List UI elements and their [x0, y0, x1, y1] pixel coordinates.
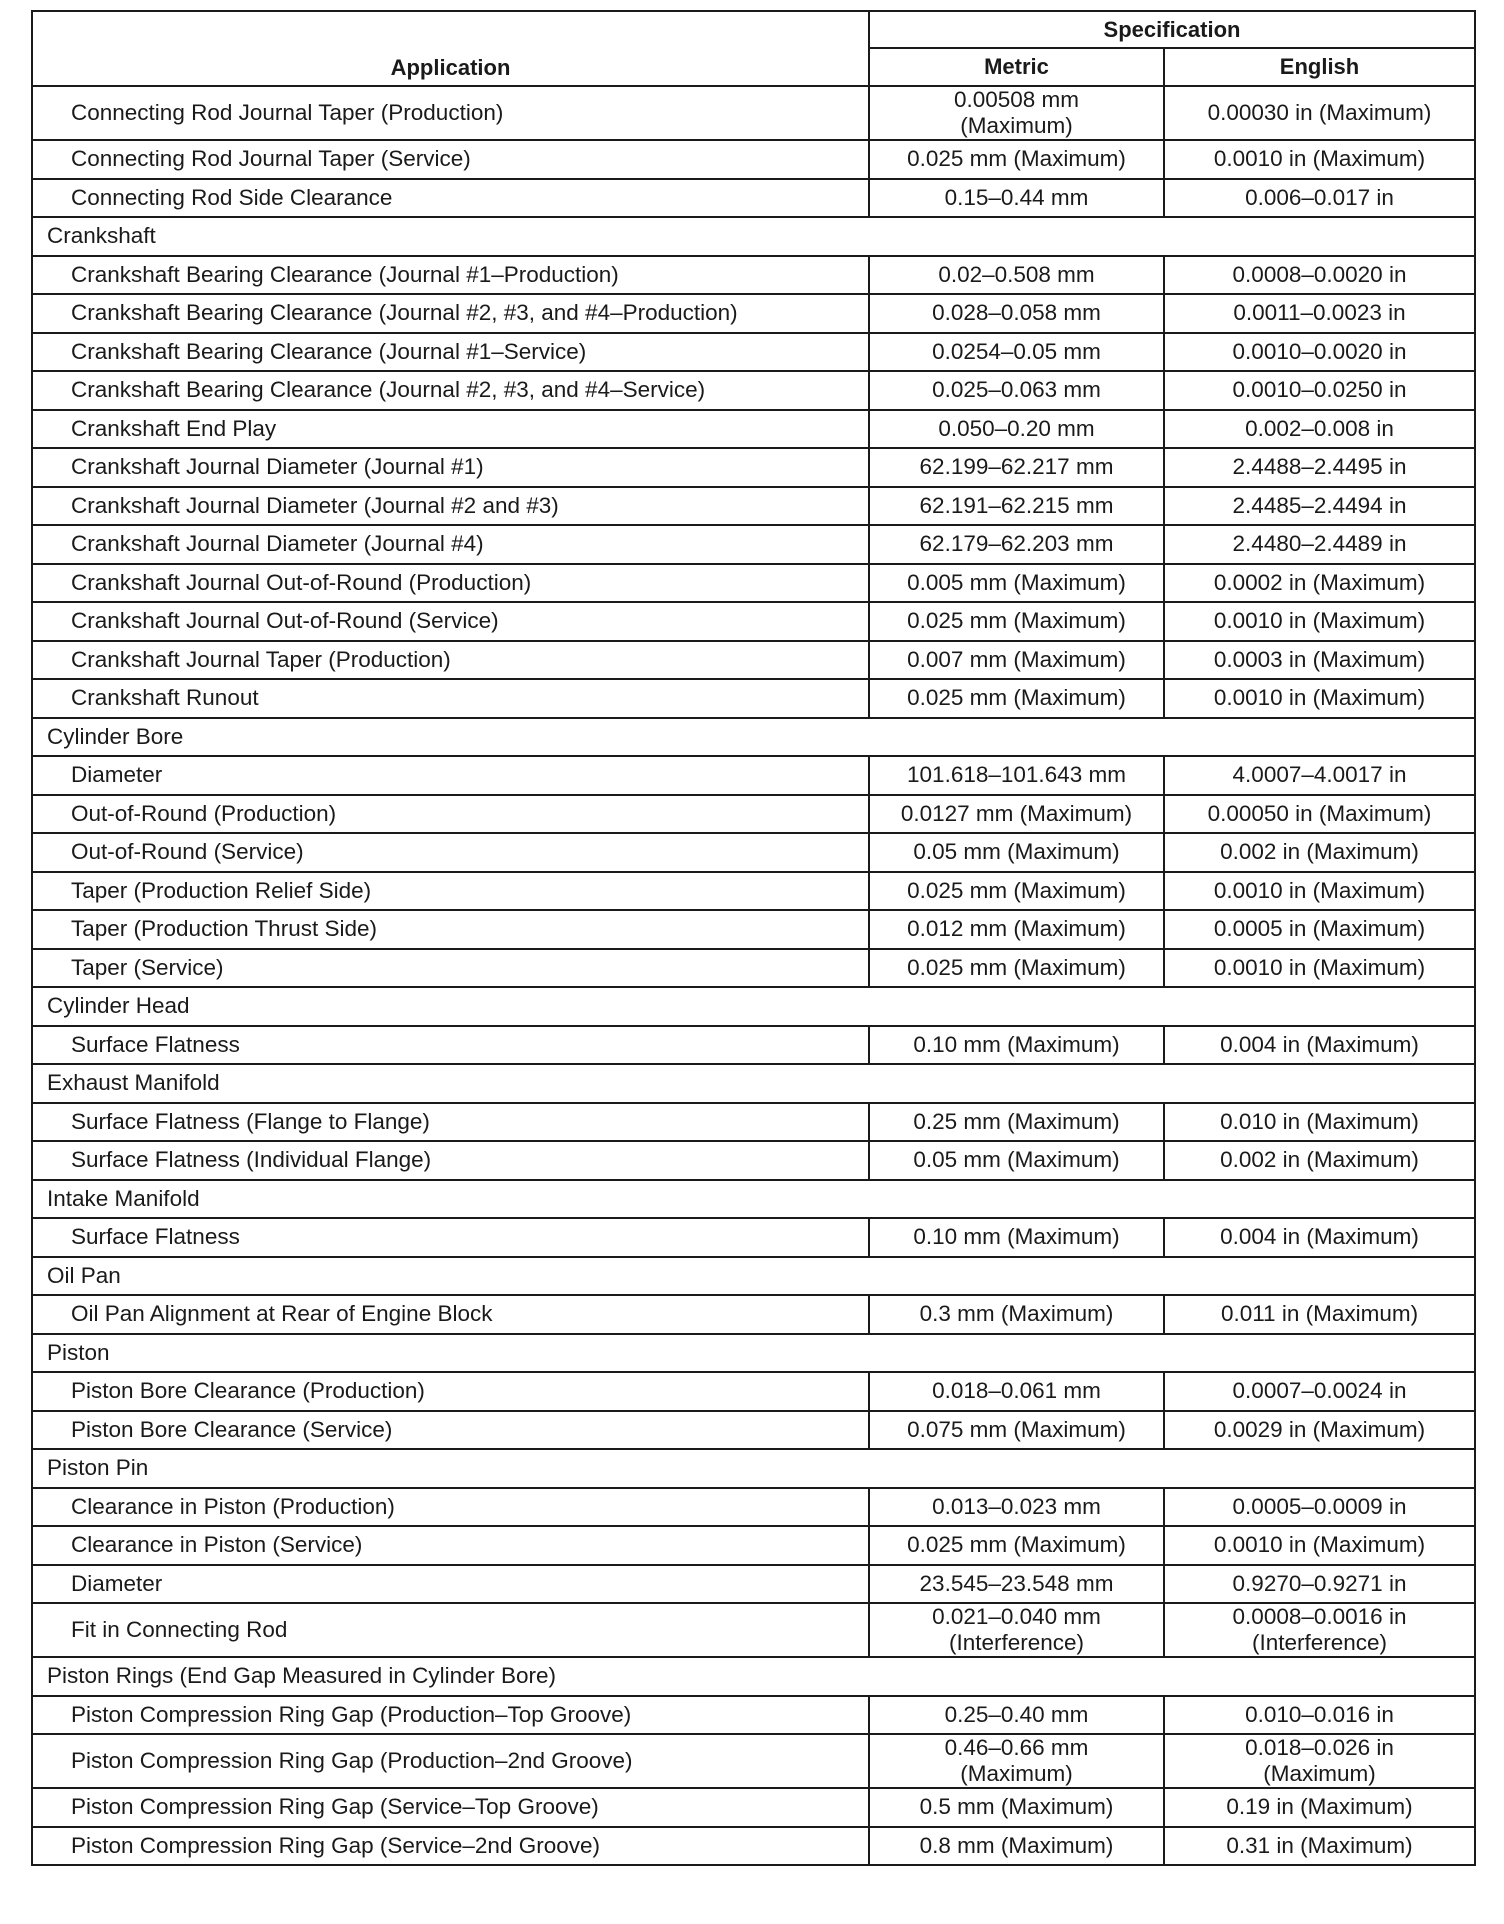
english-cell [1164, 1827, 1475, 1866]
table-row [32, 641, 1475, 680]
section-title: Crankshaft [32, 217, 1475, 256]
english-cell [1164, 333, 1475, 372]
application-cell: Crankshaft Journal Diameter (Journal #1) [32, 448, 869, 487]
table-row [32, 1827, 1475, 1866]
metric-cell [869, 1372, 1164, 1411]
section-row [32, 1064, 1475, 1103]
table-row [32, 1696, 1475, 1735]
metric-cell [869, 410, 1164, 449]
table-row [32, 1218, 1475, 1257]
table-row [32, 1026, 1475, 1065]
application-cell: Crankshaft Journal Out-of-Round (Service) [32, 602, 869, 641]
application-cell: Crankshaft Journal Out-of-Round (Production) [32, 564, 869, 603]
english-value-line: 0.19 in (Maximum) [1226, 1794, 1413, 1820]
metric-value-line: 62.199–62.217 mm [919, 454, 1114, 480]
header-row-top [32, 11, 1475, 48]
table-row [32, 1526, 1475, 1565]
application-cell: Crankshaft Runout [32, 679, 869, 718]
metric-value-line: 0.0127 mm (Maximum) [900, 800, 1133, 826]
metric-cell [869, 833, 1164, 872]
english-value-line: 0.31 in (Maximum) [1226, 1832, 1413, 1858]
english-cell [1164, 86, 1475, 140]
metric-value-line: 0.05 mm (Maximum) [913, 839, 1120, 865]
table-row [32, 795, 1475, 834]
metric-value-line: (Maximum) [960, 1761, 1073, 1786]
english-value-line: 2.4485–2.4494 in [1232, 492, 1407, 518]
english-value-line: 0.010–0.016 in [1245, 1701, 1394, 1727]
english-cell [1164, 872, 1475, 911]
application-cell: Piston Compression Ring Gap (Service–Top Groove) [32, 1788, 869, 1827]
english-cell [1164, 256, 1475, 295]
section-title: Cylinder Head [32, 987, 1475, 1026]
application-header: Application [32, 11, 869, 86]
table-row [32, 86, 1475, 140]
metric-cell [869, 487, 1164, 526]
metric-cell [869, 1603, 1164, 1657]
section-row [32, 1657, 1475, 1696]
application-cell: Connecting Rod Side Clearance [32, 179, 869, 218]
table-row [32, 910, 1475, 949]
table-row [32, 410, 1475, 449]
table-row [32, 1295, 1475, 1334]
english-value-line: 0.0005 in (Maximum) [1213, 916, 1426, 942]
english-header: English [1164, 48, 1475, 86]
english-value-line: 0.0002 in (Maximum) [1213, 569, 1426, 595]
english-cell [1164, 140, 1475, 179]
metric-value-line: 0.025 mm (Maximum) [907, 1532, 1126, 1558]
table-row [32, 525, 1475, 564]
metric-value-line: 62.191–62.215 mm [919, 492, 1114, 518]
english-cell [1164, 1372, 1475, 1411]
metric-value-line: 0.3 mm (Maximum) [919, 1301, 1114, 1327]
table-row [32, 564, 1475, 603]
section-row [32, 1257, 1475, 1296]
metric-value-line: 23.545–23.548 mm [919, 1570, 1114, 1596]
english-value-line: 0.002 in (Maximum) [1220, 839, 1419, 865]
english-cell [1164, 1488, 1475, 1527]
metric-cell [869, 333, 1164, 372]
metric-value-line: 0.025 mm (Maximum) [907, 954, 1126, 980]
english-cell [1164, 448, 1475, 487]
metric-cell [869, 602, 1164, 641]
application-cell: Piston Compression Ring Gap (Service–2nd Groove) [32, 1827, 869, 1866]
english-value-line: 0.0010–0.0250 in [1232, 377, 1407, 403]
metric-cell [869, 294, 1164, 333]
metric-cell [869, 1696, 1164, 1735]
application-cell: Diameter [32, 756, 869, 795]
application-cell: Taper (Production Thrust Side) [32, 910, 869, 949]
table-row [32, 448, 1475, 487]
application-cell: Taper (Production Relief Side) [32, 872, 869, 911]
application-cell: Crankshaft Journal Diameter (Journal #2 and #3) [32, 487, 869, 526]
section-title: Piston Rings (End Gap Measured in Cylinder Bore) [32, 1657, 1475, 1696]
english-cell [1164, 910, 1475, 949]
table-row [32, 333, 1475, 372]
metric-header: Metric [869, 48, 1164, 86]
table-row [32, 1372, 1475, 1411]
metric-cell [869, 564, 1164, 603]
english-value-line: 0.0010 in (Maximum) [1213, 685, 1426, 711]
application-cell: Clearance in Piston (Service) [32, 1526, 869, 1565]
metric-cell [869, 448, 1164, 487]
english-value-line: 0.0010 in (Maximum) [1213, 877, 1426, 903]
application-cell: Taper (Service) [32, 949, 869, 988]
metric-cell [869, 525, 1164, 564]
english-value-line: (Interference) [1251, 1630, 1388, 1655]
metric-cell [869, 1103, 1164, 1142]
metric-cell [869, 1141, 1164, 1180]
application-cell: Diameter [32, 1565, 869, 1604]
application-cell: Out-of-Round (Service) [32, 833, 869, 872]
section-row [32, 1334, 1475, 1373]
table-row [32, 294, 1475, 333]
english-cell [1164, 602, 1475, 641]
metric-value-line: (Maximum) [960, 113, 1073, 138]
english-cell [1164, 525, 1475, 564]
english-value-line: 0.006–0.017 in [1245, 184, 1394, 210]
metric-cell [869, 872, 1164, 911]
english-cell [1164, 1026, 1475, 1065]
metric-value-line: 0.10 mm (Maximum) [913, 1031, 1120, 1057]
metric-cell [869, 1788, 1164, 1827]
english-value-line: 0.0010–0.0020 in [1232, 338, 1407, 364]
english-value-line: 0.002–0.008 in [1245, 415, 1394, 441]
metric-value-line: 0.025 mm (Maximum) [907, 877, 1126, 903]
english-value-line: (Maximum) [1263, 1761, 1376, 1786]
application-cell: Surface Flatness [32, 1026, 869, 1065]
metric-value-line: 0.5 mm (Maximum) [919, 1794, 1114, 1820]
metric-cell [869, 1411, 1164, 1450]
english-value-line: 0.9270–0.9271 in [1232, 1570, 1407, 1596]
specification-header: Specification [869, 11, 1475, 48]
english-value-line: 0.0029 in (Maximum) [1213, 1416, 1426, 1442]
application-cell: Piston Bore Clearance (Production) [32, 1372, 869, 1411]
table-row [32, 679, 1475, 718]
english-value-line: 2.4480–2.4489 in [1232, 531, 1407, 557]
application-cell: Crankshaft Bearing Clearance (Journal #2, #3, and #4–Service) [32, 371, 869, 410]
application-cell: Connecting Rod Journal Taper (Service) [32, 140, 869, 179]
metric-value-line: 0.025 mm (Maximum) [907, 146, 1126, 172]
english-value-line: 0.0003 in (Maximum) [1213, 646, 1426, 672]
table-row [32, 256, 1475, 295]
metric-value-line: 0.0254–0.05 mm [932, 338, 1101, 364]
english-cell [1164, 1411, 1475, 1450]
application-cell: Oil Pan Alignment at Rear of Engine Block [32, 1295, 869, 1334]
metric-value-line: 0.028–0.058 mm [932, 300, 1101, 326]
metric-cell [869, 679, 1164, 718]
section-title: Cylinder Bore [32, 718, 1475, 757]
metric-cell [869, 1488, 1164, 1527]
english-value-line: 0.011 in (Maximum) [1220, 1301, 1419, 1327]
table-row [32, 1488, 1475, 1527]
metric-value-line: 0.021–0.040 mm [932, 1604, 1101, 1629]
metric-value-line: 0.012 mm (Maximum) [907, 916, 1126, 942]
application-cell: Crankshaft Bearing Clearance (Journal #1–Production) [32, 256, 869, 295]
application-cell: Piston Bore Clearance (Service) [32, 1411, 869, 1450]
english-cell [1164, 1788, 1475, 1827]
specification-table [31, 10, 1476, 1866]
english-cell [1164, 1603, 1475, 1657]
english-value-line: 0.0010 in (Maximum) [1213, 1532, 1426, 1558]
metric-cell [869, 1565, 1164, 1604]
metric-cell [869, 179, 1164, 218]
section-row [32, 718, 1475, 757]
english-value-line: 0.00050 in (Maximum) [1207, 800, 1432, 826]
english-value-line: 0.0005–0.0009 in [1232, 1493, 1407, 1519]
application-cell: Piston Compression Ring Gap (Production–Top Groove) [32, 1696, 869, 1735]
application-cell: Crankshaft Journal Taper (Production) [32, 641, 869, 680]
section-row [32, 1449, 1475, 1488]
metric-value-line: 0.15–0.44 mm [944, 184, 1089, 210]
metric-cell [869, 86, 1164, 140]
section-title: Oil Pan [32, 1257, 1475, 1296]
metric-cell [869, 949, 1164, 988]
metric-value-line: 0.025–0.063 mm [932, 377, 1101, 403]
table-row [32, 756, 1475, 795]
metric-value-line: 0.018–0.061 mm [932, 1378, 1101, 1404]
table-row [32, 1788, 1475, 1827]
table-row [32, 371, 1475, 410]
english-cell [1164, 1696, 1475, 1735]
table-row [32, 140, 1475, 179]
english-cell [1164, 1103, 1475, 1142]
section-title: Piston [32, 1334, 1475, 1373]
table-row [32, 1734, 1475, 1788]
table-row [32, 1565, 1475, 1604]
metric-cell [869, 1026, 1164, 1065]
english-value-line: 0.004 in (Maximum) [1220, 1224, 1419, 1250]
application-cell: Crankshaft Bearing Clearance (Journal #2, #3, and #4–Production) [32, 294, 869, 333]
section-row [32, 1180, 1475, 1219]
english-value-line: 0.00030 in (Maximum) [1207, 100, 1432, 125]
english-value-line: 0.004 in (Maximum) [1220, 1031, 1419, 1057]
metric-value-line: 0.25–0.40 mm [944, 1701, 1089, 1727]
english-cell [1164, 1526, 1475, 1565]
metric-cell [869, 1827, 1164, 1866]
application-cell: Connecting Rod Journal Taper (Production) [32, 86, 869, 140]
english-cell [1164, 833, 1475, 872]
english-cell [1164, 487, 1475, 526]
english-value-line: 0.018–0.026 in [1245, 1735, 1394, 1760]
english-cell [1164, 1141, 1475, 1180]
metric-value-line: (Interference) [948, 1630, 1085, 1655]
metric-value-line: 0.8 mm (Maximum) [919, 1832, 1114, 1858]
section-row [32, 217, 1475, 256]
section-title: Piston Pin [32, 1449, 1475, 1488]
english-cell [1164, 1734, 1475, 1788]
english-cell [1164, 564, 1475, 603]
table-row [32, 833, 1475, 872]
application-cell: Piston Compression Ring Gap (Production–2nd Groove) [32, 1734, 869, 1788]
english-cell [1164, 679, 1475, 718]
metric-cell [869, 795, 1164, 834]
metric-value-line: 0.46–0.66 mm [944, 1735, 1089, 1760]
table-row [32, 602, 1475, 641]
metric-cell [869, 1295, 1164, 1334]
metric-cell [869, 1218, 1164, 1257]
section-title: Intake Manifold [32, 1180, 1475, 1219]
application-cell: Surface Flatness (Flange to Flange) [32, 1103, 869, 1142]
english-value-line: 0.002 in (Maximum) [1220, 1147, 1419, 1173]
table-body [32, 86, 1475, 1865]
english-value-line: 0.0010 in (Maximum) [1213, 608, 1426, 634]
application-cell: Surface Flatness [32, 1218, 869, 1257]
english-cell [1164, 179, 1475, 218]
application-cell: Fit in Connecting Rod [32, 1603, 869, 1657]
metric-value-line: 0.05 mm (Maximum) [913, 1147, 1120, 1173]
application-cell: Crankshaft End Play [32, 410, 869, 449]
metric-value-line: 0.025 mm (Maximum) [907, 608, 1126, 634]
metric-cell [869, 1734, 1164, 1788]
english-cell [1164, 641, 1475, 680]
application-cell: Clearance in Piston (Production) [32, 1488, 869, 1527]
section-row [32, 987, 1475, 1026]
english-value-line: 4.0007–4.0017 in [1232, 762, 1407, 788]
english-cell [1164, 1218, 1475, 1257]
metric-cell [869, 641, 1164, 680]
english-cell [1164, 294, 1475, 333]
metric-value-line: 0.10 mm (Maximum) [913, 1224, 1120, 1250]
english-value-line: 0.0008–0.0020 in [1232, 261, 1407, 287]
metric-value-line: 0.075 mm (Maximum) [907, 1416, 1126, 1442]
metric-cell [869, 910, 1164, 949]
metric-value-line: 0.02–0.508 mm [938, 261, 1095, 287]
table-row [32, 179, 1475, 218]
english-value-line: 0.0011–0.0023 in [1233, 300, 1406, 326]
application-cell: Surface Flatness (Individual Flange) [32, 1141, 869, 1180]
metric-cell [869, 140, 1164, 179]
english-cell [1164, 795, 1475, 834]
metric-value-line: 0.050–0.20 mm [938, 415, 1095, 441]
metric-value-line: 62.179–62.203 mm [919, 531, 1114, 557]
english-cell [1164, 371, 1475, 410]
metric-value-line: 0.013–0.023 mm [932, 1493, 1101, 1519]
table-row [32, 872, 1475, 911]
english-value-line: 0.010 in (Maximum) [1220, 1108, 1419, 1134]
application-cell: Crankshaft Journal Diameter (Journal #4) [32, 525, 869, 564]
english-value-line: 0.0010 in (Maximum) [1213, 954, 1426, 980]
english-cell [1164, 756, 1475, 795]
metric-cell [869, 256, 1164, 295]
table-row [32, 1103, 1475, 1142]
application-cell: Crankshaft Bearing Clearance (Journal #1–Service) [32, 333, 869, 372]
english-value-line: 0.0008–0.0016 in [1232, 1604, 1407, 1629]
table-row [32, 1603, 1475, 1657]
english-cell [1164, 1565, 1475, 1604]
metric-value-line: 0.00508 mm [953, 87, 1080, 112]
table-row [32, 1141, 1475, 1180]
metric-cell [869, 371, 1164, 410]
english-cell [1164, 1295, 1475, 1334]
metric-cell [869, 756, 1164, 795]
metric-value-line: 0.25 mm (Maximum) [913, 1108, 1120, 1134]
metric-cell [869, 1526, 1164, 1565]
application-cell: Out-of-Round (Production) [32, 795, 869, 834]
english-cell [1164, 949, 1475, 988]
table-row [32, 487, 1475, 526]
table-row [32, 949, 1475, 988]
metric-value-line: 0.025 mm (Maximum) [907, 685, 1126, 711]
english-cell [1164, 410, 1475, 449]
english-value-line: 0.0010 in (Maximum) [1213, 146, 1426, 172]
section-title: Exhaust Manifold [32, 1064, 1475, 1103]
table-row [32, 1411, 1475, 1450]
metric-value-line: 0.007 mm (Maximum) [907, 646, 1126, 672]
english-value-line: 2.4488–2.4495 in [1232, 454, 1407, 480]
metric-value-line: 101.618–101.643 mm [907, 762, 1126, 788]
metric-value-line: 0.005 mm (Maximum) [907, 569, 1126, 595]
english-value-line: 0.0007–0.0024 in [1232, 1378, 1407, 1404]
